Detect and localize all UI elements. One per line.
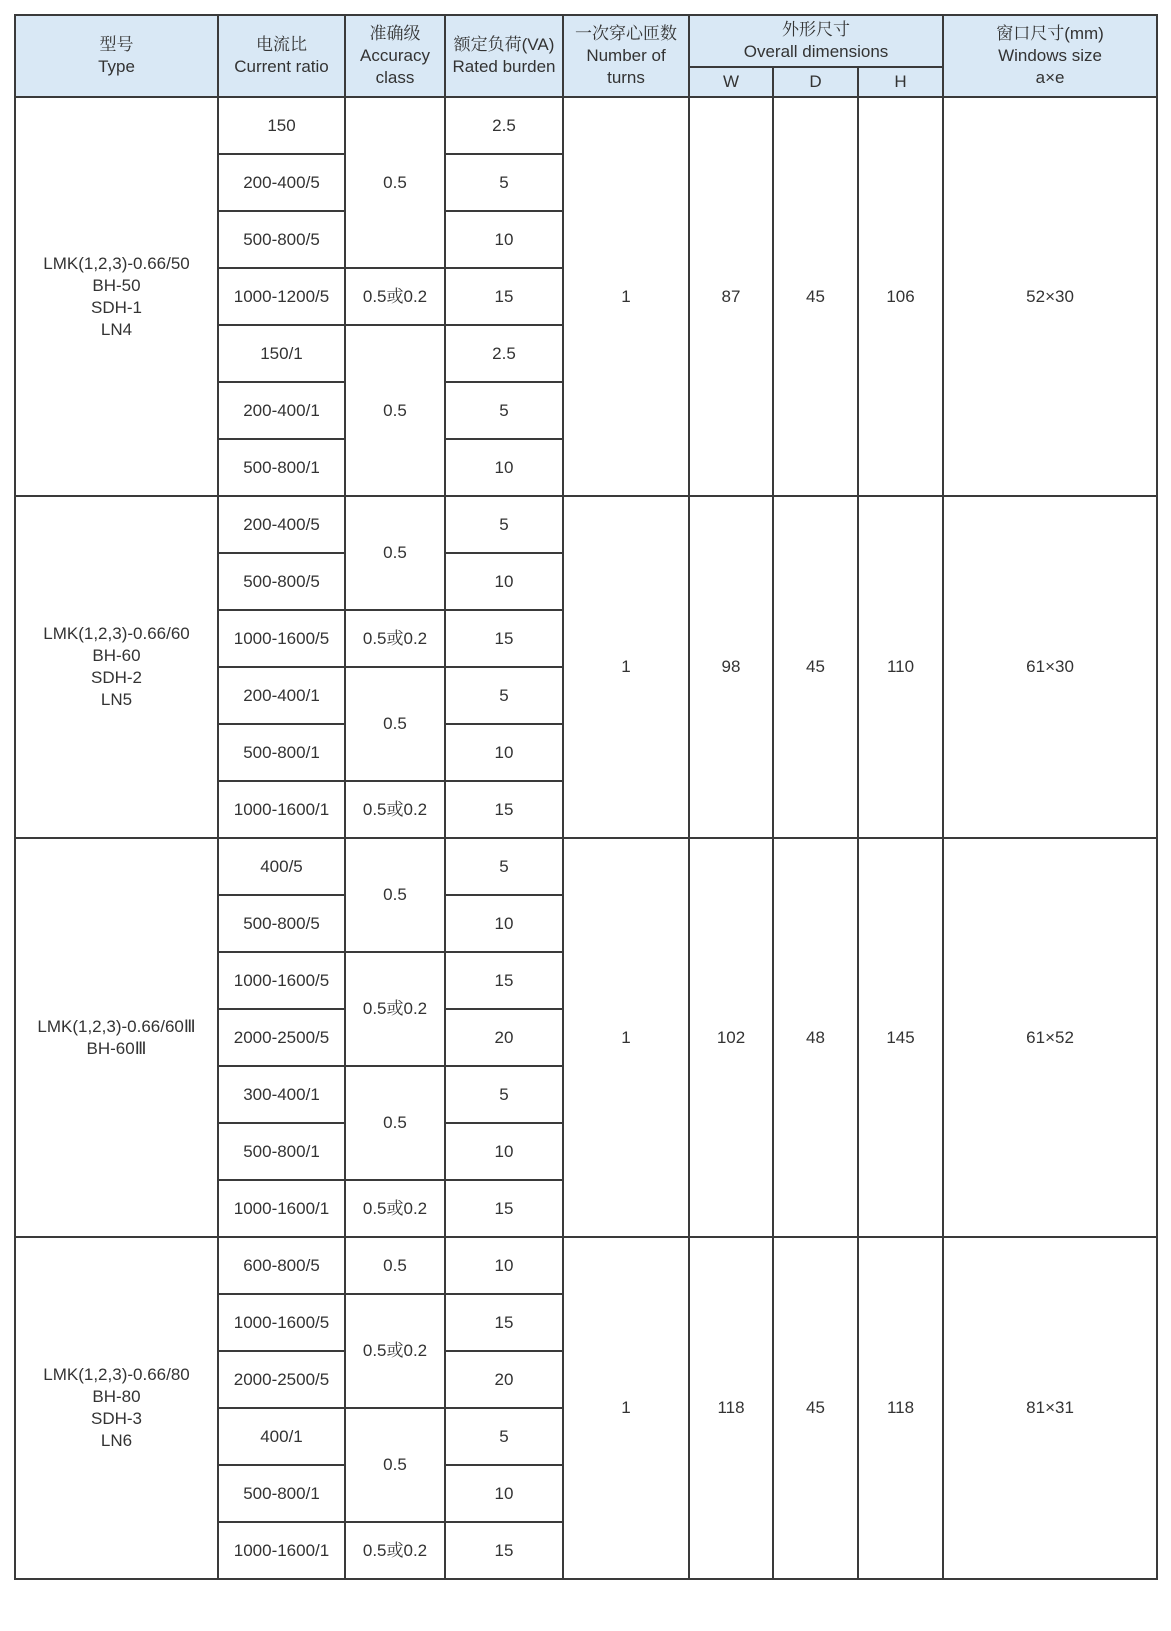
dim-d-cell: 45 [773,496,858,838]
rated-burden-cell: 15 [445,1180,563,1237]
current-ratio-cell: 400/1 [218,1408,345,1465]
type-cell [15,838,218,1237]
accuracy-class-cell: 0.5或0.2 [345,610,445,667]
accuracy-class-cell: 0.5 [345,838,445,952]
current-ratio-cell: 2000-2500/5 [218,1351,345,1408]
rated-burden-cell: 15 [445,268,563,325]
window-size-cell: 61×30 [943,496,1157,838]
type-line: LMK(1,2,3)-0.66/60Ⅲ [37,1016,196,1036]
dim-h-cell: 106 [858,97,943,496]
table-body [15,97,1157,1579]
header-window-size: 窗口尺寸(mm) Windows size a×e [943,15,1157,97]
current-ratio-cell: 500-800/1 [218,1465,345,1522]
type-line: SDH-1 [90,297,142,317]
rated-burden-cell: 5 [445,1408,563,1465]
rated-burden-cell: 5 [445,496,563,553]
rated-burden-cell: 10 [445,1237,563,1294]
accuracy-class-cell: 0.5 [345,1237,445,1294]
header-current-ratio: 电流比 Current ratio [218,15,345,97]
type-line: LN6 [100,1431,133,1450]
current-ratio-cell: 1000-1600/1 [218,1180,345,1237]
type-line: LN4 [100,319,133,339]
header-dim-w: W [689,67,773,97]
turns-cell: 1 [563,838,689,1237]
rated-burden-cell: 10 [445,211,563,268]
current-ratio-cell: 200-400/1 [218,667,345,724]
rated-burden-cell: 5 [445,382,563,439]
header-dim-d: D [773,67,858,97]
rated-burden-cell: 10 [445,439,563,496]
window-size-cell: 61×52 [943,838,1157,1237]
header-type: 型号 Type [15,15,218,97]
rated-burden-cell: 20 [445,1009,563,1066]
current-ratio-cell: 1000-1200/5 [218,268,345,325]
rated-burden-cell: 10 [445,724,563,781]
accuracy-class-cell: 0.5 [345,325,445,496]
rated-burden-cell: 10 [445,895,563,952]
current-ratio-cell: 150 [218,97,345,154]
window-size-cell: 81×31 [943,1237,1157,1579]
accuracy-class-cell: 0.5或0.2 [345,1294,445,1408]
header-rated-burden: 额定负荷(VA) Rated burden [445,15,563,97]
type-line: BH-60 [92,646,141,665]
rated-burden-cell: 5 [445,1066,563,1123]
rated-burden-cell: 5 [445,154,563,211]
rated-burden-cell: 5 [445,667,563,724]
table-row [15,838,1157,895]
current-ratio-cell: 2000-2500/5 [218,1009,345,1066]
table-row [15,496,1157,553]
rated-burden-cell: 20 [445,1351,563,1408]
spec-table [14,14,1158,1580]
type-line: LMK(1,2,3)-0.66/50 [43,253,190,273]
accuracy-class-cell: 0.5或0.2 [345,268,445,325]
current-ratio-cell: 1000-1600/5 [218,610,345,667]
dim-h-cell: 118 [858,1237,943,1579]
current-ratio-cell: 150/1 [218,325,345,382]
header-number-of-turns: 一次穿心匝数 Number of turns [563,15,689,97]
rated-burden-cell: 2.5 [445,325,563,382]
accuracy-class-cell: 0.5 [345,1408,445,1522]
type-cell [15,1237,218,1579]
type-cell [15,496,218,838]
current-ratio-cell: 1000-1600/5 [218,1294,345,1351]
header-accuracy-class: 准确级 Accuracy class [345,15,445,97]
current-ratio-cell: 1000-1600/1 [218,1522,345,1579]
accuracy-class-cell: 0.5或0.2 [345,781,445,838]
accuracy-class-cell: 0.5或0.2 [345,1180,445,1237]
current-ratio-cell: 600-800/5 [218,1237,345,1294]
accuracy-class-cell: 0.5 [345,97,445,268]
turns-cell: 1 [563,496,689,838]
table-header [15,15,1157,97]
turns-cell: 1 [563,1237,689,1579]
current-ratio-cell: 500-800/1 [218,724,345,781]
dim-w-cell: 98 [689,496,773,838]
rated-burden-cell: 15 [445,781,563,838]
current-ratio-cell: 200-400/5 [218,496,345,553]
turns-cell: 1 [563,97,689,496]
current-ratio-cell: 200-400/5 [218,154,345,211]
rated-burden-cell: 5 [445,838,563,895]
rated-burden-cell: 15 [445,1294,563,1351]
current-ratio-cell: 400/5 [218,838,345,895]
rated-burden-cell: 2.5 [445,97,563,154]
current-ratio-cell: 500-800/5 [218,211,345,268]
dim-d-cell: 48 [773,838,858,1237]
rated-burden-cell: 15 [445,1522,563,1579]
type-line: BH-80 [92,1387,141,1406]
dim-w-cell: 87 [689,97,773,496]
window-size-cell: 52×30 [943,97,1157,496]
dim-w-cell: 118 [689,1237,773,1579]
type-cell [15,97,218,496]
type-line: SDH-3 [90,1409,142,1428]
dim-w-cell: 102 [689,838,773,1237]
current-ratio-cell: 300-400/1 [218,1066,345,1123]
dim-d-cell: 45 [773,97,858,496]
current-ratio-cell: 500-800/1 [218,439,345,496]
type-line: BH-60Ⅲ [86,1038,147,1058]
current-ratio-cell: 200-400/1 [218,382,345,439]
type-line: LMK(1,2,3)-0.66/60 [43,624,190,643]
type-line: SDH-2 [90,668,142,687]
table-row [15,1237,1157,1294]
type-line: LN5 [100,690,133,709]
dim-d-cell: 45 [773,1237,858,1579]
rated-burden-cell: 15 [445,952,563,1009]
accuracy-class-cell: 0.5 [345,1066,445,1180]
type-line: BH-50 [92,275,141,295]
current-ratio-cell: 1000-1600/1 [218,781,345,838]
type-line: LMK(1,2,3)-0.66/80 [43,1365,190,1384]
rated-burden-cell: 15 [445,610,563,667]
current-ratio-cell: 500-800/1 [218,1123,345,1180]
accuracy-class-cell: 0.5 [345,667,445,781]
rated-burden-cell: 10 [445,1123,563,1180]
rated-burden-cell: 10 [445,553,563,610]
current-ratio-cell: 1000-1600/5 [218,952,345,1009]
header-dim-h: H [858,67,943,97]
header-overall-dimensions: 外形尺寸 Overall dimensions [689,15,943,67]
current-ratio-cell: 500-800/5 [218,895,345,952]
table-row [15,97,1157,154]
rated-burden-cell: 10 [445,1465,563,1522]
accuracy-class-cell: 0.5 [345,496,445,610]
accuracy-class-cell: 0.5或0.2 [345,952,445,1066]
current-ratio-cell: 500-800/5 [218,553,345,610]
dim-h-cell: 110 [858,496,943,838]
dim-h-cell: 145 [858,838,943,1237]
accuracy-class-cell: 0.5或0.2 [345,1522,445,1579]
